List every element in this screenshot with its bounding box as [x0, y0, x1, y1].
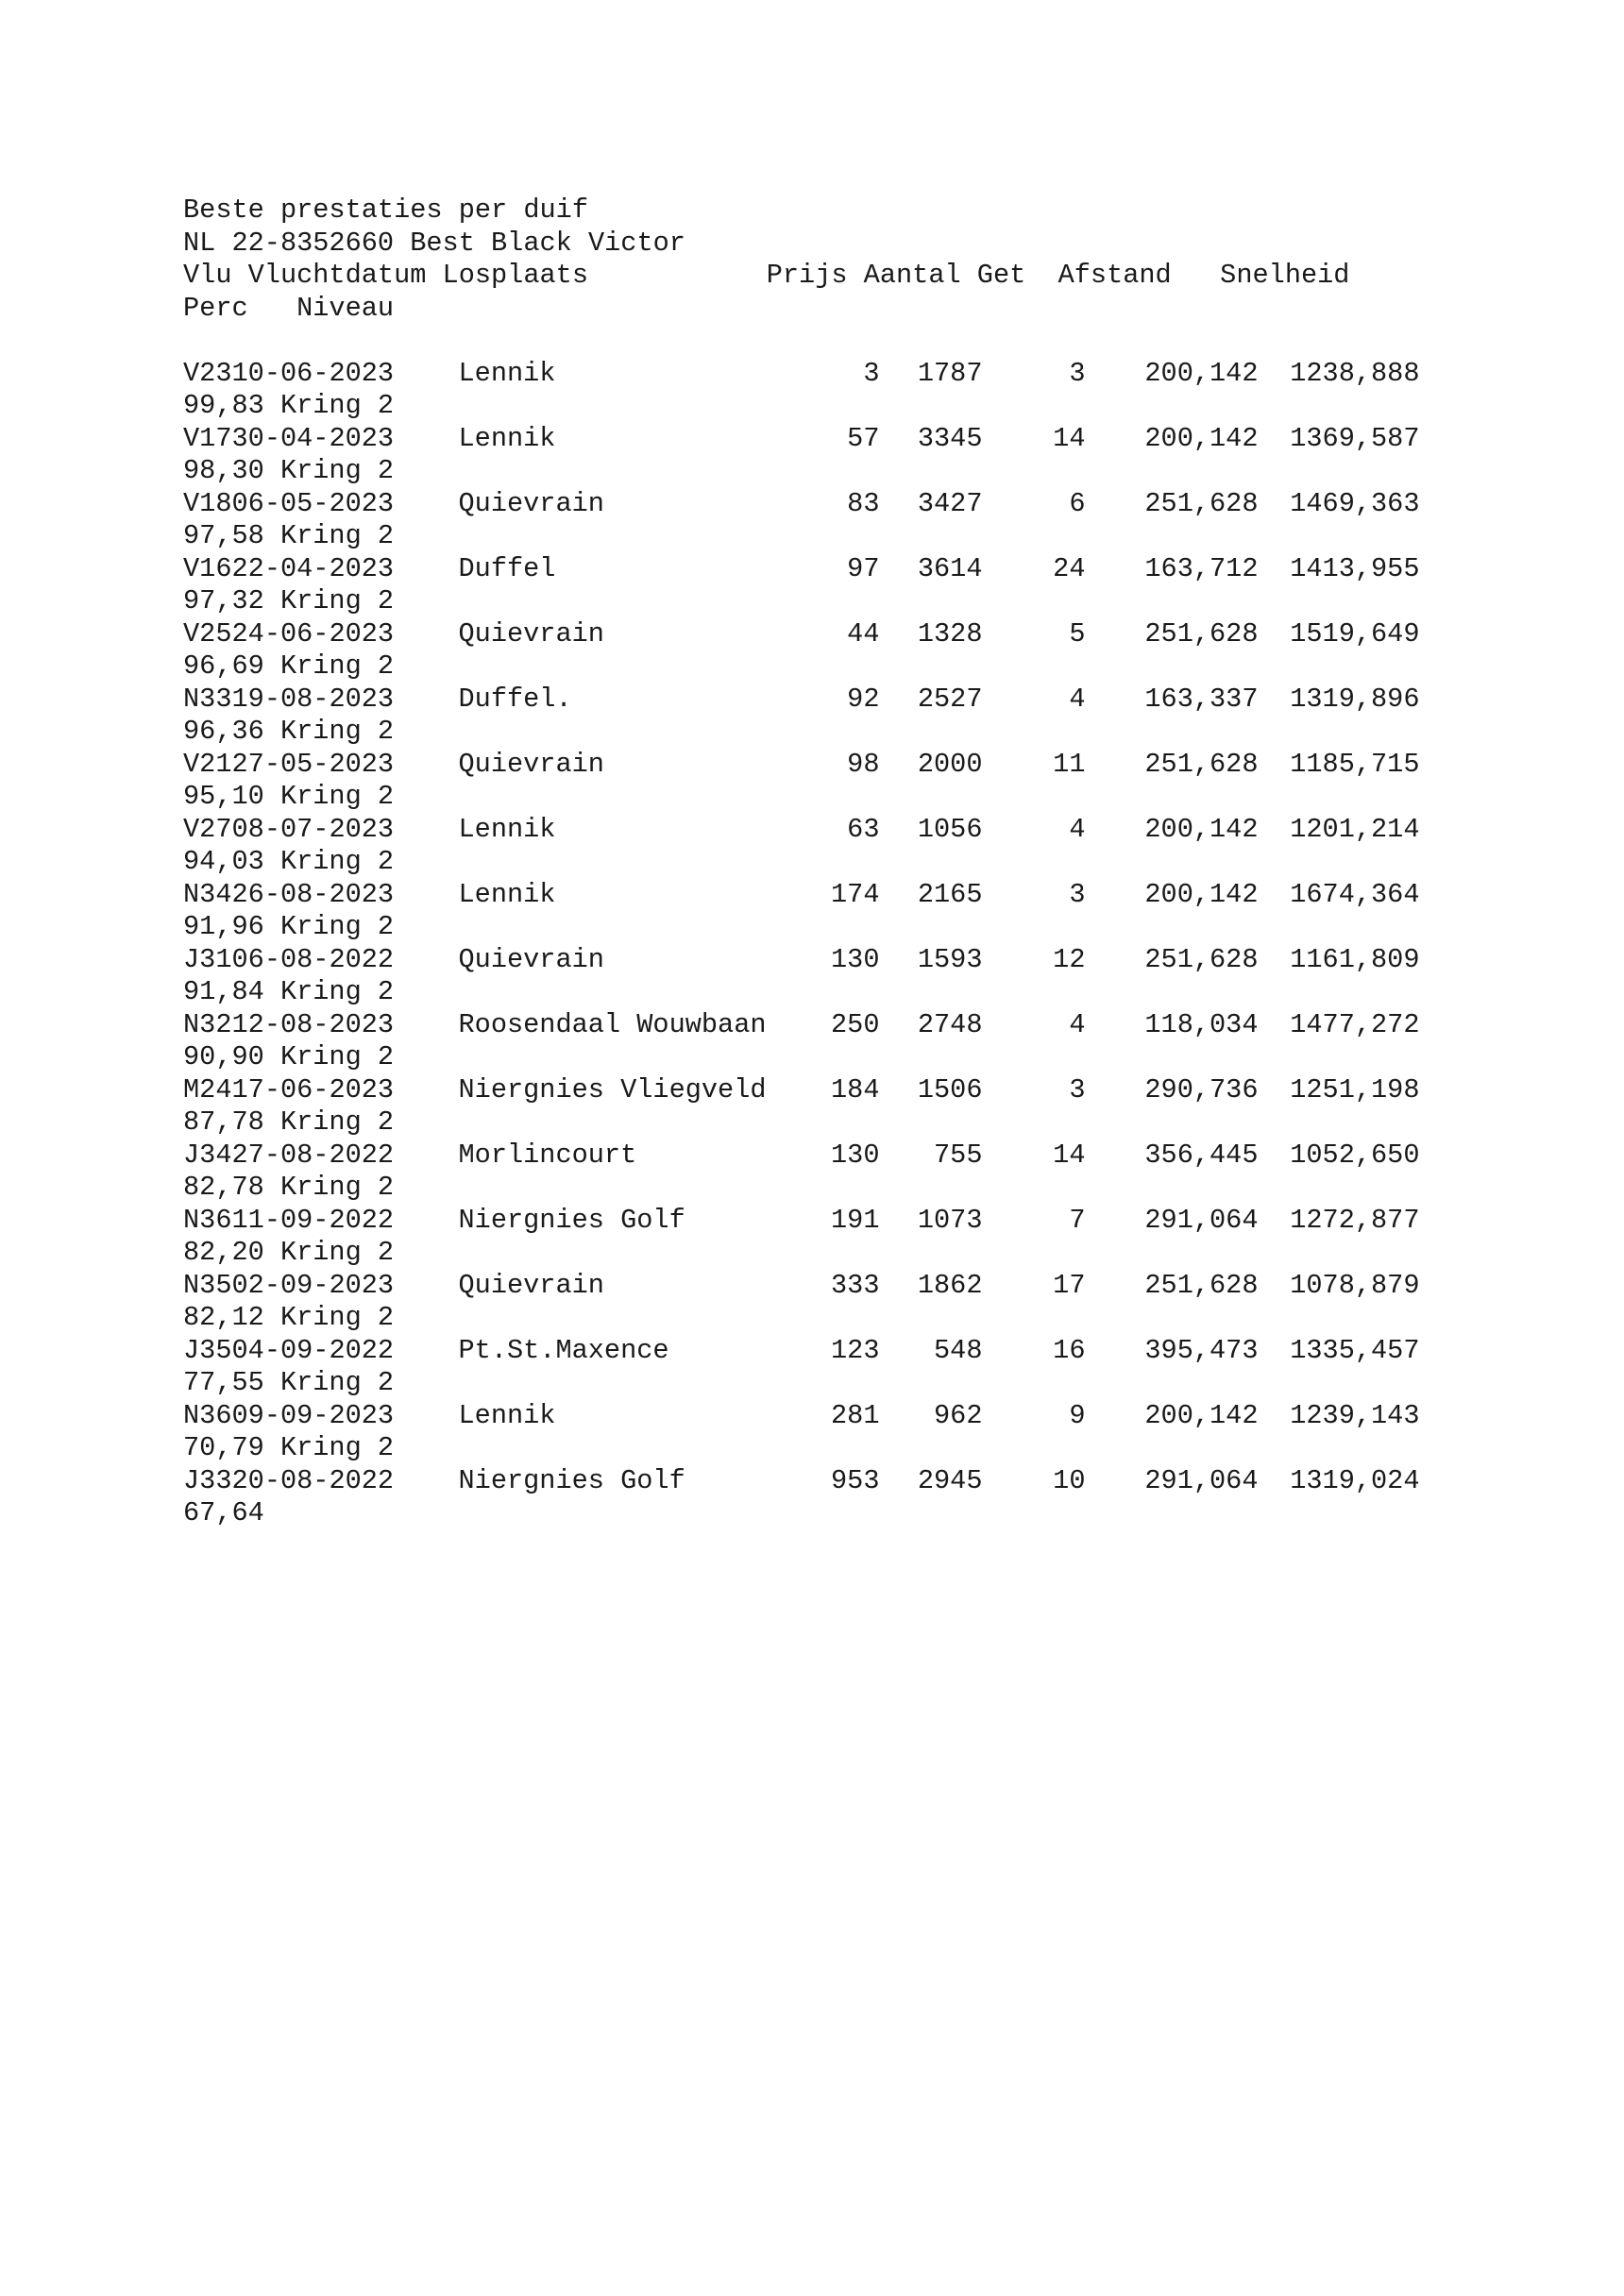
vlucht-cell: V16	[183, 552, 232, 584]
losplaats-cell: Niergnies Golf	[458, 1464, 685, 1496]
prijs-cell: 98	[847, 748, 880, 780]
prijs-cell: 97	[847, 552, 880, 584]
aantal-cell: 2527	[917, 683, 983, 715]
vluchtdatum-cell: 17-06-2023	[231, 1073, 395, 1106]
snelheid-cell: 1238,888	[1290, 357, 1420, 389]
aantal-cell: 1073	[917, 1204, 983, 1236]
vluchtdatum-cell: 09-09-2023	[231, 1399, 395, 1431]
prijs-cell: 174	[831, 878, 880, 910]
aantal-cell: 1506	[917, 1073, 983, 1106]
aantal-cell: 1328	[917, 617, 983, 650]
losplaats-cell: Quievrain	[458, 487, 604, 519]
perc-niveau-cell: 97,58 Kring 2	[183, 520, 395, 551]
get-cell: 14	[1053, 422, 1086, 454]
snelheid-cell: 1319,024	[1290, 1464, 1420, 1496]
get-cell: 24	[1053, 552, 1086, 584]
vluchtdatum-cell: 08-07-2023	[231, 813, 395, 845]
vluchtdatum-cell: 06-08-2022	[231, 943, 395, 975]
aantal-cell: 2945	[917, 1464, 983, 1496]
prijs-cell: 123	[831, 1334, 880, 1366]
snelheid-cell: 1469,363	[1290, 487, 1420, 519]
perc-niveau-cell: 95,10 Kring 2	[183, 781, 395, 812]
perc-niveau-cell: 94,03 Kring 2	[183, 846, 395, 877]
vlucht-cell: V17	[183, 422, 232, 454]
get-cell: 3	[1069, 878, 1086, 910]
afstand-cell: 291,064	[1144, 1204, 1259, 1236]
perc-niveau-cell: 91,96 Kring 2	[183, 911, 395, 942]
aantal-cell: 1593	[917, 943, 983, 975]
vluchtdatum-cell: 20-08-2022	[231, 1464, 395, 1496]
vlucht-cell: J33	[183, 1464, 232, 1496]
losplaats-cell: Niergnies Golf	[458, 1204, 685, 1236]
losplaats-cell: Pt.St.Maxence	[458, 1334, 669, 1366]
losplaats-cell: Lennik	[458, 878, 556, 910]
vlucht-cell: J31	[183, 943, 232, 975]
prijs-cell: 83	[847, 487, 880, 519]
vlucht-cell: N35	[183, 1269, 232, 1301]
losplaats-cell: Roosendaal Wouwbaan	[458, 1008, 767, 1040]
row-main-line	[183, 488, 1505, 521]
losplaats-cell: Duffel.	[458, 683, 572, 715]
row-main-line	[183, 1270, 1505, 1303]
vlucht-cell: N32	[183, 1008, 232, 1040]
prijs-cell: 57	[847, 422, 880, 454]
results-table	[183, 358, 1505, 1530]
snelheid-cell: 1335,457	[1290, 1334, 1420, 1366]
afstand-cell: 200,142	[1144, 878, 1259, 910]
row-main-line	[183, 1400, 1505, 1433]
vlucht-cell: N36	[183, 1204, 232, 1236]
pigeon-id: NL 22-8352660 Best Black Victor	[183, 227, 685, 259]
vlucht-cell: N34	[183, 878, 232, 910]
perc-niveau-cell: 97,32 Kring 2	[183, 585, 395, 616]
afstand-cell: 395,473	[1144, 1334, 1259, 1366]
prijs-cell: 3	[863, 357, 880, 389]
prijs-cell: 184	[831, 1073, 880, 1106]
losplaats-cell: Quievrain	[458, 748, 604, 780]
aantal-cell: 1056	[917, 813, 983, 845]
table-row	[183, 488, 1505, 553]
afstand-cell: 163,337	[1144, 683, 1259, 715]
vluchtdatum-cell: 06-05-2023	[231, 487, 395, 519]
vluchtdatum-cell: 12-08-2023	[231, 1008, 395, 1040]
get-cell: 3	[1069, 357, 1086, 389]
row-main-line	[183, 423, 1505, 456]
vluchtdatum-cell: 22-04-2023	[231, 552, 395, 584]
vlucht-cell: V21	[183, 748, 232, 780]
get-cell: 11	[1053, 748, 1086, 780]
get-cell: 4	[1069, 813, 1086, 845]
snelheid-cell: 1519,649	[1290, 617, 1420, 650]
vlucht-cell: M24	[183, 1073, 232, 1106]
row-main-line	[183, 618, 1505, 651]
prijs-cell: 63	[847, 813, 880, 845]
table-row	[183, 1074, 1505, 1140]
get-cell: 4	[1069, 1008, 1086, 1040]
perc-niveau-cell: 96,69 Kring 2	[183, 650, 395, 682]
prijs-cell: 281	[831, 1399, 880, 1431]
get-cell: 6	[1069, 487, 1086, 519]
vluchtdatum-cell: 30-04-2023	[231, 422, 395, 454]
table-row	[183, 749, 1505, 814]
vlucht-cell: N36	[183, 1399, 232, 1431]
snelheid-cell: 1052,650	[1290, 1139, 1420, 1171]
snelheid-cell: 1201,214	[1290, 813, 1420, 845]
prijs-cell: 333	[831, 1269, 880, 1301]
perc-niveau-cell: 98,30 Kring 2	[183, 455, 395, 486]
aantal-cell: 3614	[917, 552, 983, 584]
afstand-cell: 200,142	[1144, 422, 1259, 454]
snelheid-cell: 1251,198	[1290, 1073, 1420, 1106]
losplaats-cell: Quievrain	[458, 1269, 604, 1301]
aantal-cell: 3345	[917, 422, 983, 454]
vluchtdatum-cell: 19-08-2023	[231, 683, 395, 715]
snelheid-cell: 1161,809	[1290, 943, 1420, 975]
losplaats-cell: Lennik	[458, 1399, 556, 1431]
afstand-cell: 251,628	[1144, 617, 1259, 650]
prijs-cell: 130	[831, 943, 880, 975]
get-cell: 14	[1053, 1139, 1086, 1171]
aantal-cell: 2165	[917, 878, 983, 910]
table-row	[183, 553, 1505, 618]
aantal-cell: 1862	[917, 1269, 983, 1301]
table-row	[183, 1465, 1505, 1530]
perc-niveau-cell: 99,83 Kring 2	[183, 390, 395, 421]
report-title: Beste prestaties per duif	[183, 194, 588, 226]
vlucht-cell: J34	[183, 1139, 232, 1171]
table-row	[183, 814, 1505, 879]
losplaats-cell: Lennik	[458, 813, 556, 845]
perc-niveau-cell: 70,79 Kring 2	[183, 1432, 395, 1463]
get-cell: 7	[1069, 1204, 1086, 1236]
row-main-line	[183, 1335, 1505, 1368]
row-main-line	[183, 684, 1505, 717]
snelheid-cell: 1078,879	[1290, 1269, 1420, 1301]
get-cell: 17	[1053, 1269, 1086, 1301]
get-cell: 3	[1069, 1073, 1086, 1106]
snelheid-cell: 1413,955	[1290, 552, 1420, 584]
vlucht-cell: V23	[183, 357, 232, 389]
row-main-line	[183, 879, 1505, 912]
row-main-line	[183, 1140, 1505, 1173]
vlucht-cell: J35	[183, 1334, 232, 1366]
get-cell: 9	[1069, 1399, 1086, 1431]
row-main-line	[183, 553, 1505, 586]
perc-niveau-cell: 96,36 Kring 2	[183, 716, 395, 747]
table-row	[183, 1270, 1505, 1335]
prijs-cell: 191	[831, 1204, 880, 1236]
afstand-cell: 200,142	[1144, 813, 1259, 845]
vluchtdatum-cell: 27-08-2022	[231, 1139, 395, 1171]
table-row	[183, 423, 1505, 488]
aantal-cell: 2748	[917, 1008, 983, 1040]
table-row	[183, 1335, 1505, 1400]
vluchtdatum-cell: 26-08-2023	[231, 878, 395, 910]
table-row	[183, 358, 1505, 423]
aantal-cell: 1787	[917, 357, 983, 389]
table-row	[183, 944, 1505, 1009]
losplaats-cell: Quievrain	[458, 617, 604, 650]
row-main-line	[183, 1009, 1505, 1042]
aantal-cell: 3427	[917, 487, 983, 519]
afstand-cell: 251,628	[1144, 1269, 1259, 1301]
row-main-line	[183, 1074, 1505, 1107]
get-cell: 5	[1069, 617, 1086, 650]
afstand-cell: 163,712	[1144, 552, 1259, 584]
perc-niveau-cell: 90,90 Kring 2	[183, 1041, 395, 1072]
afstand-cell: 291,064	[1144, 1464, 1259, 1496]
losplaats-cell: Morlincourt	[458, 1139, 637, 1171]
perc-niveau-cell: 67,64	[183, 1497, 264, 1528]
aantal-cell: 755	[934, 1139, 983, 1171]
afstand-cell: 251,628	[1144, 943, 1259, 975]
losplaats-cell: Quievrain	[458, 943, 604, 975]
vluchtdatum-cell: 27-05-2023	[231, 748, 395, 780]
prijs-cell: 44	[847, 617, 880, 650]
get-cell: 16	[1053, 1334, 1086, 1366]
row-main-line	[183, 358, 1505, 391]
prijs-cell: 953	[831, 1464, 880, 1496]
column-header-line-1: Vlu Vluchtdatum Losplaats Prijs Aantal Get Afstand Snelheid	[183, 260, 1350, 291]
table-row	[183, 1205, 1505, 1270]
perc-niveau-cell: 91,84 Kring 2	[183, 976, 395, 1007]
table-row	[183, 1400, 1505, 1465]
get-cell: 10	[1053, 1464, 1086, 1496]
vluchtdatum-cell: 11-09-2022	[231, 1204, 395, 1236]
vlucht-cell: N33	[183, 683, 232, 715]
aantal-cell: 962	[934, 1399, 983, 1431]
vluchtdatum-cell: 02-09-2023	[231, 1269, 395, 1301]
vluchtdatum-cell: 10-06-2023	[231, 357, 395, 389]
afstand-cell: 290,736	[1144, 1073, 1259, 1106]
perc-niveau-cell: 82,20 Kring 2	[183, 1237, 395, 1268]
blank-line	[183, 325, 1505, 358]
afstand-cell: 200,142	[1144, 1399, 1259, 1431]
snelheid-cell: 1319,896	[1290, 683, 1420, 715]
afstand-cell: 118,034	[1144, 1008, 1259, 1040]
aantal-cell: 2000	[917, 748, 983, 780]
afstand-cell: 251,628	[1144, 748, 1259, 780]
row-main-line	[183, 814, 1505, 847]
losplaats-cell: Duffel	[458, 552, 556, 584]
perc-niveau-cell: 82,12 Kring 2	[183, 1302, 395, 1333]
table-row	[183, 879, 1505, 944]
table-row	[183, 684, 1505, 749]
losplaats-cell: Lennik	[458, 422, 556, 454]
perc-niveau-cell: 87,78 Kring 2	[183, 1106, 395, 1138]
prijs-cell: 130	[831, 1139, 880, 1171]
get-cell: 4	[1069, 683, 1086, 715]
afstand-cell: 251,628	[1144, 487, 1259, 519]
row-main-line	[183, 749, 1505, 782]
table-row	[183, 1140, 1505, 1205]
aantal-cell: 548	[934, 1334, 983, 1366]
table-row	[183, 1009, 1505, 1074]
perc-niveau-cell: 82,78 Kring 2	[183, 1172, 395, 1203]
snelheid-cell: 1272,877	[1290, 1204, 1420, 1236]
vlucht-cell: V27	[183, 813, 232, 845]
snelheid-cell: 1369,587	[1290, 422, 1420, 454]
vlucht-cell: V18	[183, 487, 232, 519]
row-main-line	[183, 1465, 1505, 1498]
row-main-line	[183, 944, 1505, 977]
prijs-cell: 92	[847, 683, 880, 715]
prijs-cell: 250	[831, 1008, 880, 1040]
vluchtdatum-cell: 24-06-2023	[231, 617, 395, 650]
document-page	[183, 194, 1505, 1530]
vluchtdatum-cell: 04-09-2022	[231, 1334, 395, 1366]
snelheid-cell: 1674,364	[1290, 878, 1420, 910]
vlucht-cell: V25	[183, 617, 232, 650]
column-header-line-2: Perc Niveau	[183, 292, 395, 324]
afstand-cell: 356,445	[1144, 1139, 1259, 1171]
get-cell: 12	[1053, 943, 1086, 975]
losplaats-cell: Niergnies Vliegveld	[458, 1073, 767, 1106]
snelheid-cell: 1185,715	[1290, 748, 1420, 780]
afstand-cell: 200,142	[1144, 357, 1259, 389]
losplaats-cell: Lennik	[458, 357, 556, 389]
row-main-line	[183, 1205, 1505, 1238]
snelheid-cell: 1477,272	[1290, 1008, 1420, 1040]
table-row	[183, 618, 1505, 684]
perc-niveau-cell: 77,55 Kring 2	[183, 1367, 395, 1398]
snelheid-cell: 1239,143	[1290, 1399, 1420, 1431]
